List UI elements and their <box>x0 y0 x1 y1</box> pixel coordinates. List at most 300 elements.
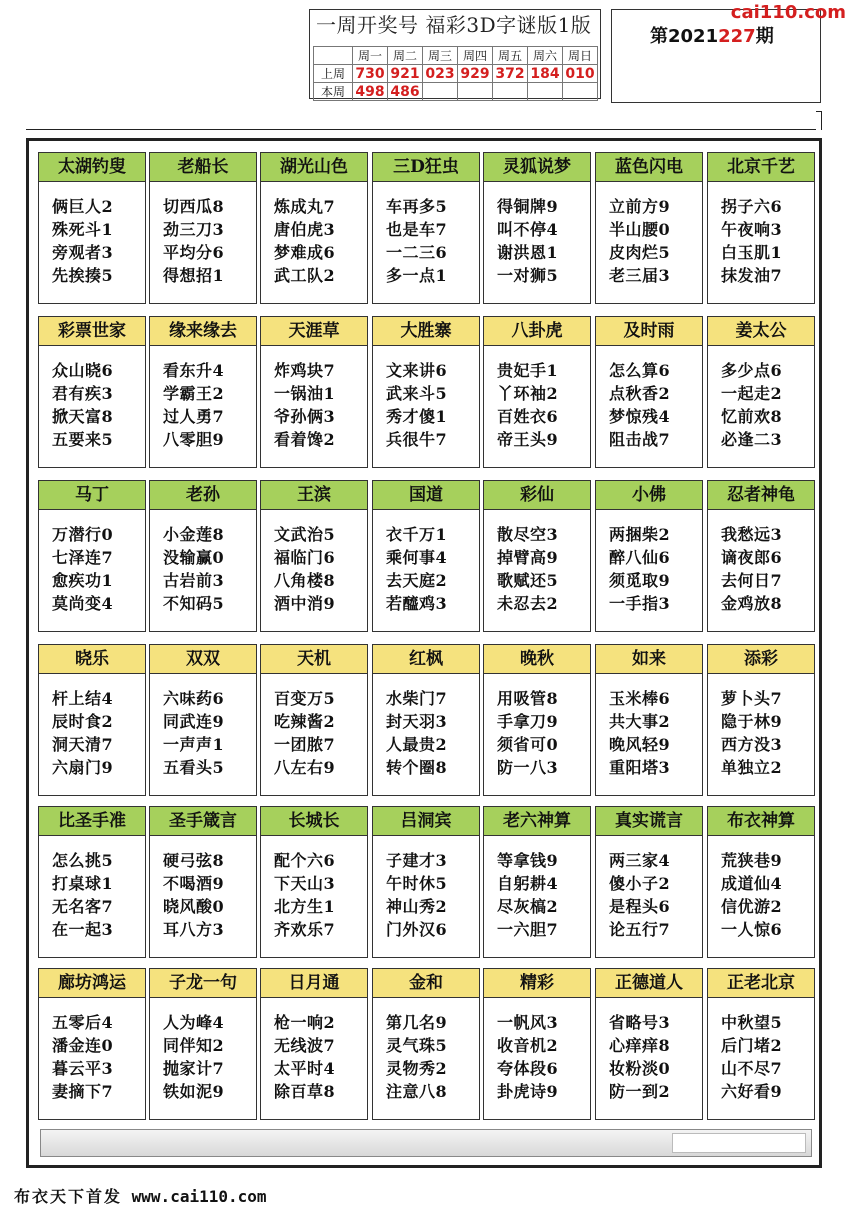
card-line: 硬弓弦8 <box>163 851 225 870</box>
card-line: 先挨揍5 <box>52 266 114 285</box>
card-line: 学霸王2 <box>163 384 225 403</box>
card-line: 共大事2 <box>609 712 671 731</box>
card-line: 须觅取9 <box>609 571 671 590</box>
result-cell <box>458 83 493 101</box>
puzzle-card <box>260 316 368 468</box>
card-title: 正老北京 <box>708 969 814 998</box>
card-title: 布衣神算 <box>708 807 814 836</box>
this-week-row <box>314 83 598 101</box>
card-title: 老六神算 <box>484 807 590 836</box>
card-line: 文来讲6 <box>386 361 448 380</box>
card-line: 两三家4 <box>609 851 671 870</box>
card-title: 湖光山色 <box>261 153 367 182</box>
card-line: 点秋香2 <box>609 384 671 403</box>
card-line: 隐于林9 <box>721 712 783 731</box>
card-title: 子龙一句 <box>150 969 256 998</box>
puzzle-card <box>707 806 815 958</box>
credit-url: www.cai110.com <box>131 1187 267 1206</box>
panel-title: 一周开奖号 福彩3D字谜版1版 <box>316 13 592 37</box>
card-lines <box>721 359 782 451</box>
puzzle-card <box>38 152 146 304</box>
puzzle-card <box>38 806 146 958</box>
card-line: 一帆风3 <box>497 1013 559 1032</box>
card-title: 太湖钓叟 <box>39 153 145 182</box>
issue-prefix: 第2021 <box>650 26 719 47</box>
puzzle-card <box>483 806 591 958</box>
card-title: 添彩 <box>708 645 814 674</box>
card-line: 炸鸡块7 <box>274 361 336 380</box>
card-title: 八卦虎 <box>484 317 590 346</box>
card-lines <box>721 1011 782 1103</box>
card-line: 山不尽7 <box>721 1059 783 1078</box>
puzzle-card <box>149 152 257 304</box>
card-lines <box>609 195 670 287</box>
card-line: 君有疾3 <box>52 384 114 403</box>
card-line: 一对狮5 <box>497 266 559 285</box>
card-line: 五看头5 <box>163 758 225 777</box>
card-line: 午时休5 <box>386 874 448 893</box>
card-line: 配个六6 <box>274 851 336 870</box>
card-line: 百变万5 <box>274 689 336 708</box>
card-line: 卦虎诗9 <box>497 1082 559 1101</box>
card-line: 潘金连0 <box>52 1036 114 1055</box>
puzzle-card <box>372 806 480 958</box>
day-header: 周六 <box>528 47 563 65</box>
card-line: 防一到2 <box>609 1082 671 1101</box>
card-title: 及时雨 <box>596 317 702 346</box>
day-header: 周二 <box>388 47 423 65</box>
card-line: 信优游2 <box>721 897 783 916</box>
card-line: 杆上结4 <box>52 689 114 708</box>
card-lines <box>163 359 224 451</box>
card-line: 莫尚变4 <box>52 594 114 613</box>
puzzle-card <box>372 316 480 468</box>
card-line: 散尽空3 <box>497 525 559 544</box>
card-lines <box>163 523 224 615</box>
puzzle-card <box>372 480 480 632</box>
card-line: 梦难成6 <box>274 243 336 262</box>
card-line: 殊死斗1 <box>52 220 114 239</box>
card-lines <box>497 359 558 451</box>
card-line: 皮肉烂5 <box>609 243 671 262</box>
card-title: 三D狂虫 <box>373 153 479 182</box>
card-line: 阻击战7 <box>609 430 671 449</box>
card-line: 爷孙俩3 <box>274 407 336 426</box>
card-title: 彩票世家 <box>39 317 145 346</box>
card-title: 正德道人 <box>596 969 702 998</box>
card-title: 北京千艺 <box>708 153 814 182</box>
card-lines <box>386 359 447 451</box>
card-line: 收音机2 <box>497 1036 559 1055</box>
puzzle-card <box>260 968 368 1120</box>
card-line: 去何日7 <box>721 571 783 590</box>
card-line: 须省可0 <box>497 735 559 754</box>
card-title: 吕洞宾 <box>373 807 479 836</box>
day-header: 周五 <box>493 47 528 65</box>
card-lines <box>386 687 447 779</box>
card-line: 一人惊6 <box>721 920 783 939</box>
card-line: 人为峰4 <box>163 1013 225 1032</box>
card-line: 一手指3 <box>609 594 671 613</box>
puzzle-card <box>707 480 815 632</box>
card-title: 马丁 <box>39 481 145 510</box>
card-lines <box>497 195 558 287</box>
card-line: 八左右9 <box>274 758 336 777</box>
card-line: 俩巨人2 <box>52 197 114 216</box>
card-lines <box>274 523 335 615</box>
card-line: 一六胆7 <box>497 920 559 939</box>
card-lines <box>497 687 558 779</box>
result-cell: 730 <box>353 65 388 83</box>
puzzle-card <box>483 968 591 1120</box>
card-line: 转个圈8 <box>386 758 448 777</box>
card-line: 文武治5 <box>274 525 336 544</box>
card-line: 怎么挑5 <box>52 851 114 870</box>
card-lines <box>609 523 670 615</box>
result-cell <box>493 83 528 101</box>
card-line: 打桌球1 <box>52 874 114 893</box>
card-line: 白玉肌1 <box>721 243 783 262</box>
card-line: 没输赢0 <box>163 548 225 567</box>
card-lines <box>386 849 447 941</box>
card-line: 一二三6 <box>386 243 448 262</box>
days-row <box>314 47 598 65</box>
card-lines <box>609 359 670 451</box>
card-lines <box>721 687 782 779</box>
card-line: 五零后4 <box>52 1013 114 1032</box>
card-line: 尽灰槁2 <box>497 897 559 916</box>
credit-text: 布衣天下首发 <box>14 1187 123 1206</box>
puzzle-card <box>595 968 703 1120</box>
card-lines <box>163 687 224 779</box>
card-line: 梦惊残4 <box>609 407 671 426</box>
card-title: 小佛 <box>596 481 702 510</box>
card-line: 六好看9 <box>721 1082 783 1101</box>
card-line: 武来斗5 <box>386 384 448 403</box>
card-title: 天涯草 <box>261 317 367 346</box>
card-line: 万潜行0 <box>52 525 114 544</box>
footer-box <box>672 1133 806 1153</box>
card-lines <box>721 195 782 287</box>
card-title: 长城长 <box>261 807 367 836</box>
card-title: 姜太公 <box>708 317 814 346</box>
card-title: 如来 <box>596 645 702 674</box>
card-lines <box>497 523 558 615</box>
card-line: 灵物秀2 <box>386 1059 448 1078</box>
site-watermark: cai110.com <box>730 2 846 23</box>
divider <box>26 129 816 130</box>
puzzle-card <box>260 806 368 958</box>
puzzle-card <box>707 644 815 796</box>
card-line: 玉米棒6 <box>609 689 671 708</box>
card-line: 怎么算6 <box>609 361 671 380</box>
card-lines <box>497 1011 558 1103</box>
card-lines <box>386 1011 447 1103</box>
card-lines <box>274 359 335 451</box>
corner-cell <box>314 47 353 65</box>
card-lines <box>609 687 670 779</box>
card-line: 众山晓6 <box>52 361 114 380</box>
card-title: 金和 <box>373 969 479 998</box>
card-line: 若醯鸡3 <box>386 594 448 613</box>
card-line: 吃辣酱2 <box>274 712 336 731</box>
card-line: 午夜响3 <box>721 220 783 239</box>
card-line: 切西瓜8 <box>163 197 225 216</box>
puzzle-card <box>372 968 480 1120</box>
card-line: 在一起3 <box>52 920 114 939</box>
card-line: 武工队2 <box>274 266 336 285</box>
result-cell: 921 <box>388 65 423 83</box>
card-line: 百姓衣6 <box>497 407 559 426</box>
card-line: 必逢二3 <box>721 430 783 449</box>
puzzle-card <box>595 644 703 796</box>
puzzle-card <box>483 480 591 632</box>
card-line: 掉臂高9 <box>497 548 559 567</box>
result-cell <box>528 83 563 101</box>
card-line: 炼成丸7 <box>274 197 336 216</box>
card-line: 一起走2 <box>721 384 783 403</box>
weekly-results-panel <box>309 9 601 99</box>
card-line: 同伴知2 <box>163 1036 225 1055</box>
card-line: 秀才傻1 <box>386 407 448 426</box>
card-line: 得铜牌9 <box>497 197 559 216</box>
puzzle-card <box>595 806 703 958</box>
card-line: 中秋望5 <box>721 1013 783 1032</box>
card-line: 六味药6 <box>163 689 225 708</box>
puzzle-card <box>149 316 257 468</box>
card-line: 愈疾功1 <box>52 571 114 590</box>
card-line: 妆粉淡0 <box>609 1059 671 1078</box>
card-line: 铁如泥9 <box>163 1082 225 1101</box>
puzzle-card <box>372 644 480 796</box>
card-title: 缘来缘去 <box>150 317 256 346</box>
card-line: 洞天清7 <box>52 735 114 754</box>
card-line: 第几名9 <box>386 1013 448 1032</box>
card-line: 谪夜郎6 <box>721 548 783 567</box>
card-line: 不知码5 <box>163 594 225 613</box>
card-line: 西方没3 <box>721 735 783 754</box>
card-line: 半山腰0 <box>609 220 671 239</box>
puzzle-card <box>149 968 257 1120</box>
card-lines <box>274 687 335 779</box>
card-lines <box>721 523 782 615</box>
card-line: 抛家计7 <box>163 1059 225 1078</box>
card-lines <box>163 1011 224 1103</box>
row-label: 本周 <box>314 83 353 101</box>
card-line: 齐欢乐7 <box>274 920 336 939</box>
card-line: 除百草8 <box>274 1082 336 1101</box>
card-lines <box>609 849 670 941</box>
card-line: 得想招1 <box>163 266 225 285</box>
result-cell: 010 <box>563 65 598 83</box>
card-title: 灵狐说梦 <box>484 153 590 182</box>
card-title: 红枫 <box>373 645 479 674</box>
card-line: 小金莲8 <box>163 525 225 544</box>
card-line: 单独立2 <box>721 758 783 777</box>
puzzle-card <box>38 968 146 1120</box>
card-line: 帝王头9 <box>497 430 559 449</box>
card-line: 老三届3 <box>609 266 671 285</box>
card-line: 也是车7 <box>386 220 448 239</box>
card-line: 人最贵2 <box>386 735 448 754</box>
card-line: 看着馋2 <box>274 430 336 449</box>
card-line: 一团脓7 <box>274 735 336 754</box>
card-line: 福临门6 <box>274 548 336 567</box>
card-lines <box>163 195 224 287</box>
card-lines <box>52 523 113 615</box>
card-line: 下天山3 <box>274 874 336 893</box>
card-line: 心痒痒8 <box>609 1036 671 1055</box>
card-line: 是程头6 <box>609 897 671 916</box>
card-line: 兵很牛7 <box>386 430 448 449</box>
puzzle-card <box>483 152 591 304</box>
card-lines <box>386 195 447 287</box>
card-line: 门外汉6 <box>386 920 448 939</box>
card-title: 真实谎言 <box>596 807 702 836</box>
day-header: 周四 <box>458 47 493 65</box>
card-line: 无名客7 <box>52 897 114 916</box>
puzzle-card <box>707 968 815 1120</box>
card-line: 不喝酒9 <box>163 874 225 893</box>
card-line: 晓风酸0 <box>163 897 225 916</box>
card-line: 多一点1 <box>386 266 448 285</box>
card-line: 夸体段6 <box>497 1059 559 1078</box>
result-cell: 929 <box>458 65 493 83</box>
card-line: 封天羽3 <box>386 712 448 731</box>
card-line: 无线波7 <box>274 1036 336 1055</box>
card-line: 妻摘下7 <box>52 1082 114 1101</box>
card-lines <box>52 195 113 287</box>
card-line: 丫环袖2 <box>497 384 559 403</box>
card-line: 看东升4 <box>163 361 225 380</box>
card-line: 古岩前3 <box>163 571 225 590</box>
divider-corner <box>816 111 822 130</box>
card-line: 子建才3 <box>386 851 448 870</box>
puzzle-card <box>595 152 703 304</box>
card-lines <box>497 849 558 941</box>
puzzle-card <box>260 480 368 632</box>
card-title: 彩仙 <box>484 481 590 510</box>
result-cell <box>423 83 458 101</box>
card-line: 车再多5 <box>386 197 448 216</box>
card-line: 抹发油7 <box>721 266 783 285</box>
card-line: 七泽连7 <box>52 548 114 567</box>
puzzle-card <box>372 152 480 304</box>
card-line: 平均分6 <box>163 243 225 262</box>
card-line: 旁观者3 <box>52 243 114 262</box>
card-line: 省略号3 <box>609 1013 671 1032</box>
card-title: 国道 <box>373 481 479 510</box>
day-header: 周三 <box>423 47 458 65</box>
result-cell: 372 <box>493 65 528 83</box>
card-title: 老孙 <box>150 481 256 510</box>
card-line: 后门堵2 <box>721 1036 783 1055</box>
card-line: 枪一响2 <box>274 1013 336 1032</box>
card-line: 同武连9 <box>163 712 225 731</box>
card-line: 成道仙4 <box>721 874 783 893</box>
card-line: 八角楼8 <box>274 571 336 590</box>
puzzle-card <box>707 316 815 468</box>
issue-number <box>650 22 774 48</box>
card-title: 天机 <box>261 645 367 674</box>
card-line: 自躬耕4 <box>497 874 559 893</box>
card-title: 圣手箴言 <box>150 807 256 836</box>
card-line: 注意八8 <box>386 1082 448 1101</box>
card-title: 日月通 <box>261 969 367 998</box>
card-lines <box>274 195 335 287</box>
card-line: 两捆柴2 <box>609 525 671 544</box>
card-line: 等拿钱9 <box>497 851 559 870</box>
puzzle-card <box>260 152 368 304</box>
card-line: 劲三刀3 <box>163 220 225 239</box>
puzzle-card <box>260 644 368 796</box>
puzzle-card <box>483 644 591 796</box>
card-lines <box>274 849 335 941</box>
puzzle-card <box>707 152 815 304</box>
puzzle-card <box>38 316 146 468</box>
card-line: 金鸡放8 <box>721 594 783 613</box>
card-line: 多少点6 <box>721 361 783 380</box>
card-line: 过人勇7 <box>163 407 225 426</box>
puzzle-card <box>149 480 257 632</box>
card-line: 手拿刀9 <box>497 712 559 731</box>
card-lines <box>52 687 113 779</box>
card-title: 晓乐 <box>39 645 145 674</box>
last-week-row <box>314 65 598 83</box>
card-line: 萝卜头7 <box>721 689 783 708</box>
card-line: 暮云平3 <box>52 1059 114 1078</box>
card-title: 大胜寨 <box>373 317 479 346</box>
card-title: 老船长 <box>150 153 256 182</box>
card-line: 晚风轻9 <box>609 735 671 754</box>
card-line: 谢洪恩1 <box>497 243 559 262</box>
day-header: 周一 <box>353 47 388 65</box>
card-line: 傻小子2 <box>609 874 671 893</box>
card-line: 乘何事4 <box>386 548 448 567</box>
issue-number-value: 227 <box>718 26 756 47</box>
puzzle-card <box>149 644 257 796</box>
bottom-credit <box>14 1184 267 1207</box>
puzzle-card <box>595 480 703 632</box>
result-cell <box>563 83 598 101</box>
card-line: 北方生1 <box>274 897 336 916</box>
puzzle-card <box>149 806 257 958</box>
card-line: 用吸管8 <box>497 689 559 708</box>
puzzle-card <box>38 644 146 796</box>
card-line: 重阳塔3 <box>609 758 671 777</box>
row-label: 上周 <box>314 65 353 83</box>
card-line: 太平时4 <box>274 1059 336 1078</box>
card-title: 精彩 <box>484 969 590 998</box>
card-title: 忍者神龟 <box>708 481 814 510</box>
card-line: 未忍去2 <box>497 594 559 613</box>
card-line: 我愁远3 <box>721 525 783 544</box>
card-line: 五要来5 <box>52 430 114 449</box>
issue-panel <box>611 9 821 103</box>
card-title: 王滨 <box>261 481 367 510</box>
card-line: 酒中消9 <box>274 594 336 613</box>
card-line: 六扇门9 <box>52 758 114 777</box>
card-line: 贵妃手1 <box>497 361 559 380</box>
card-line: 一声声1 <box>163 735 225 754</box>
card-line: 拐子六6 <box>721 197 783 216</box>
result-cell: 023 <box>423 65 458 83</box>
card-lines <box>52 359 113 451</box>
card-line: 歌赋还5 <box>497 571 559 590</box>
puzzle-card <box>483 316 591 468</box>
card-line: 神山秀2 <box>386 897 448 916</box>
card-line: 忆前欢8 <box>721 407 783 426</box>
